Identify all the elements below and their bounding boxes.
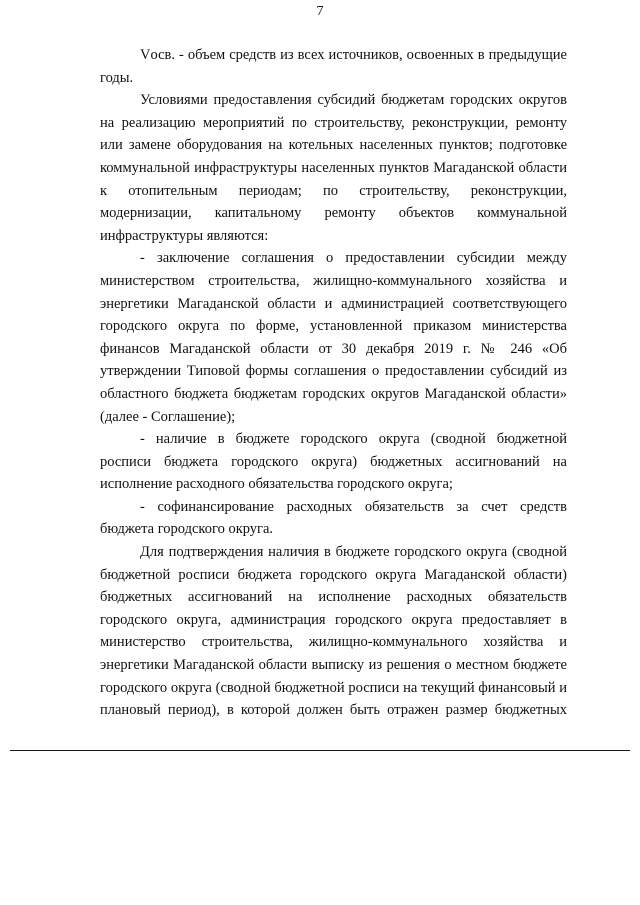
page-bottom-rule — [10, 750, 630, 751]
document-body — [100, 44, 567, 722]
page-number: 7 — [316, 4, 324, 19]
paragraph-cofinancing-condition: - софинансирование расходных обязательств за счет средств бюджета городского округа. — [100, 498, 567, 538]
paragraph-budget-allocation-condition: - наличие в бюджете городского округа (сводной бюджетной росписи бюджета городского округа) бюджетных ассигнований на исполнение расходного обязательства городского округа; — [100, 431, 567, 493]
paragraph-subsidy-conditions: Условиями предоставления субсидий бюджетам городских округов на реализацию мероприятий по строительству, реконструкции, ремонту или замене оборудования на котельных населенных пунктов; подготовке коммунальной инфраструктуры населенных пунктов Магаданской области к отопительным периодам; по строительству, реконструкции, модернизации, капитальному ремонту объектов коммунальной инфраструктуры являются: — [100, 92, 567, 244]
paragraph-confirmation-procedure: Для подтверждения наличия в бюджете городского округа (сводной бюджетной росписи бюджета городского округа Магаданской области) бюджетных ассигнований на исполнение расходных обязательств городского округа, администрация городского округа предоставляет в министерство строительства, жилищно-коммунального хозяйства и энергетики Магаданской области выписку из решения о местном бюджете городского округа (сводной бюджетной росписи на текущий финансовый и плановый период), в которой должен быть отражен размер бюджетных — [100, 544, 567, 719]
paragraph-agreement-condition: - заключение соглашения о предоставлении субсидии между министерством строительства, жилищно-коммунального хозяйства и энергетики Магаданской области и администрацией соответствующего городского округа по форме, установленной приказом министерства финансов Магаданской области от 30 декабря 2019 г. № 246 «Об утверждении Типовой формы соглашения о предоставлении субсидий из областного бюджета бюджетам городских округов Магаданской области» (далее - Соглашение); — [100, 250, 567, 425]
paragraph-volume-definition: Vосв. - объем средств из всех источников, освоенных в предыдущие годы. — [100, 47, 567, 86]
